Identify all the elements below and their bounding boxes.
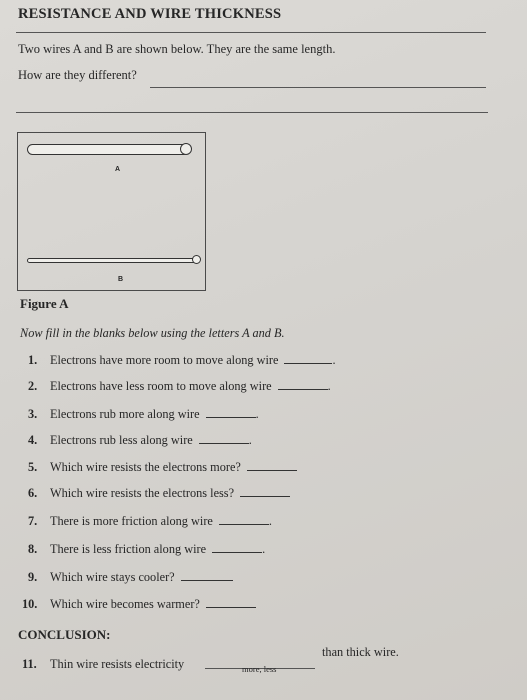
instruction: Now fill in the blanks below using the letters A and B. xyxy=(20,326,285,340)
answer-blank[interactable] xyxy=(212,542,262,553)
answer-blank[interactable] xyxy=(181,570,233,581)
answer-blank[interactable] xyxy=(206,597,256,608)
question-number: 11. xyxy=(22,657,37,671)
question-text: There is less friction along wire xyxy=(50,542,207,556)
question-2 xyxy=(28,379,331,394)
question-4 xyxy=(28,433,252,448)
answer-blank[interactable] xyxy=(240,486,290,497)
conclusion-tail: than thick wire. xyxy=(322,645,399,659)
answer-blank[interactable] xyxy=(206,407,256,418)
question-6 xyxy=(28,486,290,501)
wire-b-thin xyxy=(27,258,197,263)
question-text: Electrons rub more along wire xyxy=(50,407,200,421)
figure-caption: Figure A xyxy=(20,296,69,311)
question-end: . xyxy=(268,514,272,528)
conclusion-heading: CONCLUSION: xyxy=(18,627,111,642)
question-number: 10. xyxy=(22,597,38,611)
question-number: 8. xyxy=(28,542,38,556)
answer-blank[interactable] xyxy=(284,353,332,364)
question-11 xyxy=(22,657,184,672)
answer-blank[interactable] xyxy=(219,514,269,525)
intro-line-1: Two wires A and B are shown below. They are the same length. xyxy=(18,42,336,56)
title-underline xyxy=(16,32,486,33)
question-number: 9. xyxy=(28,570,38,584)
answer-blank[interactable] xyxy=(247,460,297,471)
question-end: . xyxy=(327,379,331,393)
question-end: . xyxy=(332,353,336,367)
question-end: . xyxy=(255,407,259,421)
question-number: 3. xyxy=(28,407,38,421)
question-3 xyxy=(28,407,259,422)
question-text: Electrons rub less along wire xyxy=(50,433,193,447)
question-text: Which wire stays cooler? xyxy=(50,570,175,584)
question-end: . xyxy=(262,542,266,556)
question-1 xyxy=(28,353,336,368)
question-10 xyxy=(22,597,256,612)
answer-blank[interactable] xyxy=(199,433,249,444)
question-8 xyxy=(28,542,265,557)
question-number: 6. xyxy=(28,486,38,500)
question-text: Which wire resists the electrons more? xyxy=(50,460,241,474)
answer-blank[interactable] xyxy=(278,379,328,390)
question-number: 5. xyxy=(28,460,38,474)
wire-b-label: B xyxy=(118,276,124,283)
question-number: 4. xyxy=(28,433,38,447)
wire-a-thick xyxy=(27,144,189,155)
question-text: Thin wire resists electricity xyxy=(50,657,185,671)
conclusion-choices: more, less xyxy=(242,664,277,674)
question-text: There is more friction along wire xyxy=(50,514,213,528)
question-number: 2. xyxy=(28,379,38,393)
question-text: Electrons have less room to move along wire xyxy=(50,379,272,393)
question-end: . xyxy=(248,433,252,447)
answer-line-1[interactable] xyxy=(150,87,486,88)
page-title: RESISTANCE AND WIRE THICKNESS xyxy=(18,6,282,22)
question-text: Electrons have more room to move along wire xyxy=(50,353,279,367)
question-number: 1. xyxy=(28,353,38,367)
question-text: Which wire resists the electrons less? xyxy=(50,486,235,500)
question-7 xyxy=(28,514,272,529)
question-number: 7. xyxy=(28,514,38,528)
question-text: Which wire becomes warmer? xyxy=(50,597,200,611)
wire-b-end xyxy=(192,255,201,264)
question-5 xyxy=(28,460,297,475)
answer-line-2[interactable] xyxy=(16,112,488,113)
question-9 xyxy=(28,570,233,585)
figure-box xyxy=(17,132,206,291)
intro-line-2: How are they different? xyxy=(18,68,137,82)
wire-a-label: A xyxy=(115,166,121,173)
wire-a-end xyxy=(180,143,192,155)
